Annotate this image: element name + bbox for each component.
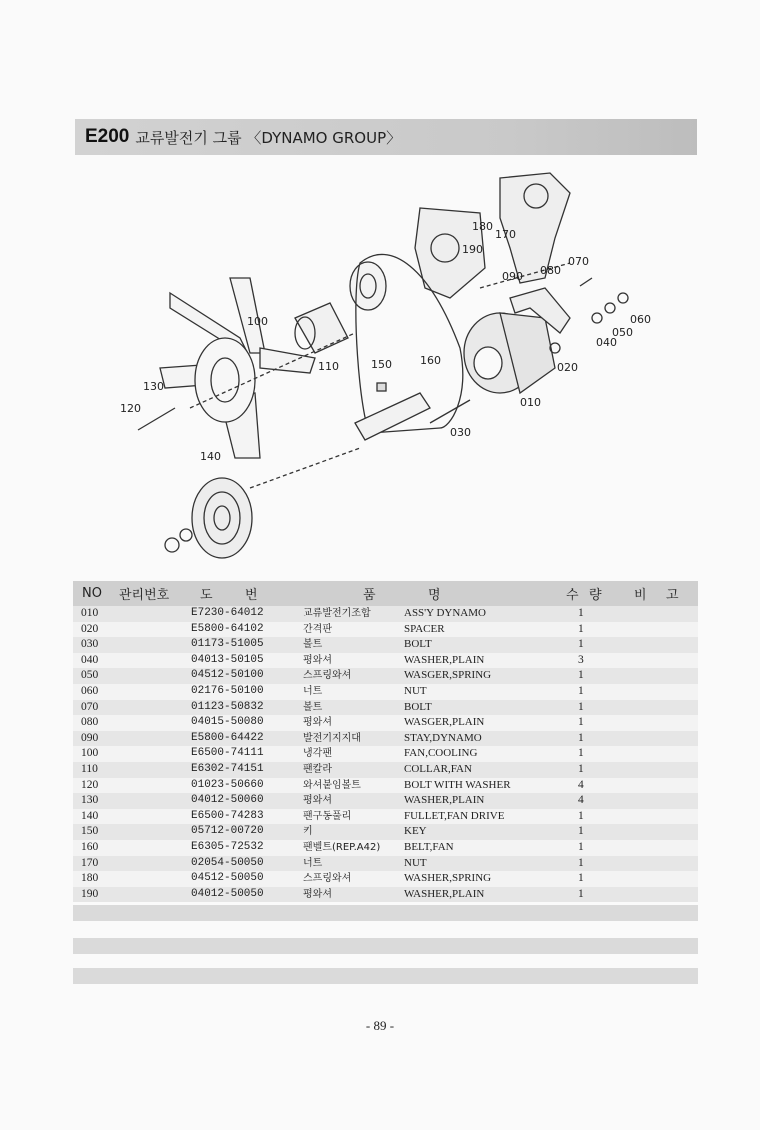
- callout-160: 160: [420, 354, 441, 367]
- row-part-number: 01023-50660: [191, 778, 264, 791]
- table-row: [73, 746, 698, 762]
- row-part-number: E7230-64012: [191, 607, 264, 619]
- row-qty: 1: [578, 669, 584, 682]
- header-no: NO: [82, 586, 102, 601]
- callout-150: 150: [371, 358, 392, 371]
- row-no: 090: [81, 731, 99, 744]
- row-no: 030: [81, 638, 99, 651]
- row-part-number: E6302-74151: [191, 762, 264, 775]
- row-name-korean: 볼트: [303, 639, 323, 651]
- row-qty: 1: [578, 762, 584, 775]
- page-number: - 89 -: [365, 1018, 395, 1033]
- row-no: 160: [81, 840, 99, 853]
- callout-030: 030: [450, 426, 471, 439]
- callout-090: 090: [502, 270, 523, 283]
- empty-row-band: [73, 938, 698, 954]
- row-qty: 1: [578, 700, 584, 713]
- header-qty-b: 량: [589, 588, 602, 603]
- table-row: [73, 871, 698, 887]
- callout-050: 050: [612, 326, 633, 339]
- row-part-number: E6500-74283: [191, 809, 264, 822]
- header-name-b: 명: [428, 588, 441, 603]
- callout-020: 020: [557, 361, 578, 374]
- callout-010: 010: [520, 396, 541, 409]
- table-row: [73, 637, 698, 653]
- row-name-korean: 평와셔: [303, 654, 332, 666]
- callout-130: 130: [143, 380, 164, 393]
- table-row: [73, 700, 698, 716]
- table-row: [73, 731, 698, 747]
- row-part-number: 02054-50050: [191, 856, 264, 869]
- row-name-korean: 발전기지지대: [303, 732, 361, 744]
- row-name-english: STAY,DYNAMO: [404, 731, 482, 744]
- row-qty: 1: [578, 840, 584, 853]
- empty-row-band: [73, 905, 698, 921]
- diagram-svg: [100, 168, 680, 578]
- header-qty-a: 수: [566, 588, 579, 603]
- callout-080: 080: [540, 264, 561, 277]
- row-qty: 1: [578, 638, 584, 651]
- row-name-english: NUT: [404, 684, 427, 697]
- table-row: [73, 606, 698, 622]
- row-name-korean: 냉각팬: [303, 748, 332, 760]
- header-remark-b: 고: [666, 588, 679, 603]
- row-name-english: WASHER,PLAIN: [404, 887, 485, 900]
- row-part-number: 05712-00720: [191, 825, 264, 838]
- row-qty: 1: [578, 887, 584, 900]
- row-name-korean: 팬구동풀리: [303, 810, 352, 822]
- callout-190: 190: [462, 243, 483, 256]
- parts-table: [73, 581, 698, 902]
- row-qty: 1: [578, 856, 584, 869]
- row-name-korean: 간격판: [303, 623, 332, 635]
- row-part-number: E6500-74111: [191, 747, 264, 760]
- row-name-korean: 너트: [303, 685, 323, 697]
- row-name-korean: 팬벨트(REP.A42): [303, 841, 381, 853]
- callout-180: 180: [472, 220, 493, 233]
- callout-170: 170: [495, 228, 516, 241]
- row-no: 110: [81, 762, 98, 775]
- row-part-number: E6305-72532: [191, 840, 264, 853]
- callout-120: 120: [120, 402, 141, 415]
- row-name-english: ASS'Y DYNAMO: [404, 607, 486, 619]
- row-part-number: E5800-64102: [191, 622, 264, 635]
- header-mgmt: 관리번호: [119, 588, 170, 603]
- row-no: 040: [81, 653, 99, 666]
- row-no: 050: [81, 669, 99, 682]
- callout-100: 100: [247, 315, 268, 328]
- row-name-korean: 스프링와셔: [303, 670, 352, 682]
- row-name-korean: 평와셔: [303, 888, 332, 900]
- row-name-english: BOLT WITH WASHER: [404, 778, 511, 791]
- row-qty: 4: [578, 778, 584, 791]
- row-no: 190: [81, 887, 99, 900]
- row-name-english: WASGER,SPRING: [404, 669, 492, 682]
- row-qty: 1: [578, 747, 584, 760]
- header-remark-a: 비: [634, 588, 647, 603]
- row-part-number: E5800-64422: [191, 731, 264, 744]
- row-qty: 1: [578, 825, 584, 838]
- table-row: [73, 653, 698, 669]
- row-no: 060: [81, 684, 99, 697]
- row-qty: 1: [578, 716, 584, 729]
- section-title: 교류발전기 그룹 〈DYNAMO GROUP〉: [135, 128, 402, 147]
- row-name-english: FAN,COOLING: [404, 747, 478, 760]
- table-row: [73, 668, 698, 684]
- row-name-korean: 너트: [303, 857, 323, 869]
- table-row: [73, 840, 698, 856]
- row-qty: 1: [578, 872, 584, 885]
- row-part-number: 01123-50832: [191, 700, 264, 713]
- header-part-b: 번: [245, 588, 258, 603]
- row-name-english: WASHER,SPRING: [404, 872, 492, 885]
- row-name-english: WASHER,PLAIN: [404, 794, 485, 807]
- row-part-number: 04013-50105: [191, 653, 264, 666]
- section-code: E200: [85, 126, 130, 147]
- row-name-english: BOLT: [404, 700, 432, 713]
- row-qty: 3: [578, 653, 584, 666]
- row-name-english: COLLAR,FAN: [404, 762, 472, 775]
- row-part-number: 04015-50080: [191, 716, 264, 729]
- callout-040: 040: [596, 336, 617, 349]
- row-part-number: 04512-50100: [191, 669, 264, 682]
- row-no: 150: [81, 825, 99, 838]
- row-name-english: BOLT: [404, 638, 432, 651]
- row-no: 070: [81, 700, 99, 713]
- row-no: 100: [81, 747, 99, 760]
- row-part-number: 04012-50060: [191, 794, 264, 807]
- row-name-korean: 스프링와셔: [303, 873, 352, 885]
- row-part-number: 01173-51005: [191, 638, 264, 651]
- row-name-english: WASGER,PLAIN: [404, 716, 485, 729]
- callout-110: 110: [318, 360, 339, 373]
- row-name-english: SPACER: [404, 622, 445, 635]
- table-row: [73, 684, 698, 700]
- row-name-english: FULLET,FAN DRIVE: [404, 809, 505, 822]
- row-part-number: 02176-50100: [191, 684, 264, 697]
- row-name-english: NUT: [404, 856, 427, 869]
- row-name-english: WASHER,PLAIN: [404, 653, 485, 666]
- row-name-korean: 팬칼라: [303, 763, 332, 775]
- table-row: [73, 622, 698, 638]
- row-qty: 4: [578, 794, 584, 807]
- exploded-parts-diagram: [100, 168, 680, 578]
- callout-070: 070: [568, 255, 589, 268]
- row-name-korean: 키: [303, 826, 313, 838]
- empty-row-band: [73, 968, 698, 984]
- row-name-korean: 평와셔: [303, 717, 332, 729]
- table-row: [73, 887, 698, 903]
- row-qty: 1: [578, 809, 584, 822]
- row-qty: 1: [578, 684, 584, 697]
- row-name-korean: 평와셔: [303, 795, 332, 807]
- row-name-korean: 와셔붙임볼트: [303, 779, 361, 791]
- row-qty: 1: [578, 622, 584, 635]
- table-row: [73, 793, 698, 809]
- row-no: 130: [81, 794, 99, 807]
- row-qty: 1: [578, 607, 584, 619]
- row-no: 080: [81, 716, 99, 729]
- row-no: 180: [81, 872, 99, 885]
- row-part-number: 04512-50050: [191, 872, 264, 885]
- table-header: [73, 581, 698, 606]
- row-no: 170: [81, 856, 99, 869]
- header-name-a: 품: [363, 588, 376, 603]
- callout-060: 060: [630, 313, 651, 326]
- table-row: [73, 824, 698, 840]
- section-title-bar: [75, 119, 697, 155]
- row-qty: 1: [578, 731, 584, 744]
- row-no: 020: [81, 622, 99, 635]
- row-name-english: KEY: [404, 825, 427, 838]
- row-name-korean: 볼트: [303, 701, 323, 713]
- table-row: [73, 715, 698, 731]
- row-name-korean: 교류발전기조합: [303, 608, 371, 619]
- table-row: [73, 856, 698, 872]
- callout-140: 140: [200, 450, 221, 463]
- row-no: 010: [81, 607, 99, 619]
- row-name-english: BELT,FAN: [404, 840, 454, 853]
- header-part-a: 도: [200, 588, 213, 603]
- table-row: [73, 762, 698, 778]
- row-no: 120: [81, 778, 99, 791]
- row-no: 140: [81, 809, 99, 822]
- table-row: [73, 809, 698, 825]
- row-part-number: 04012-50050: [191, 887, 264, 900]
- table-row: [73, 778, 698, 794]
- table-body: [73, 606, 698, 902]
